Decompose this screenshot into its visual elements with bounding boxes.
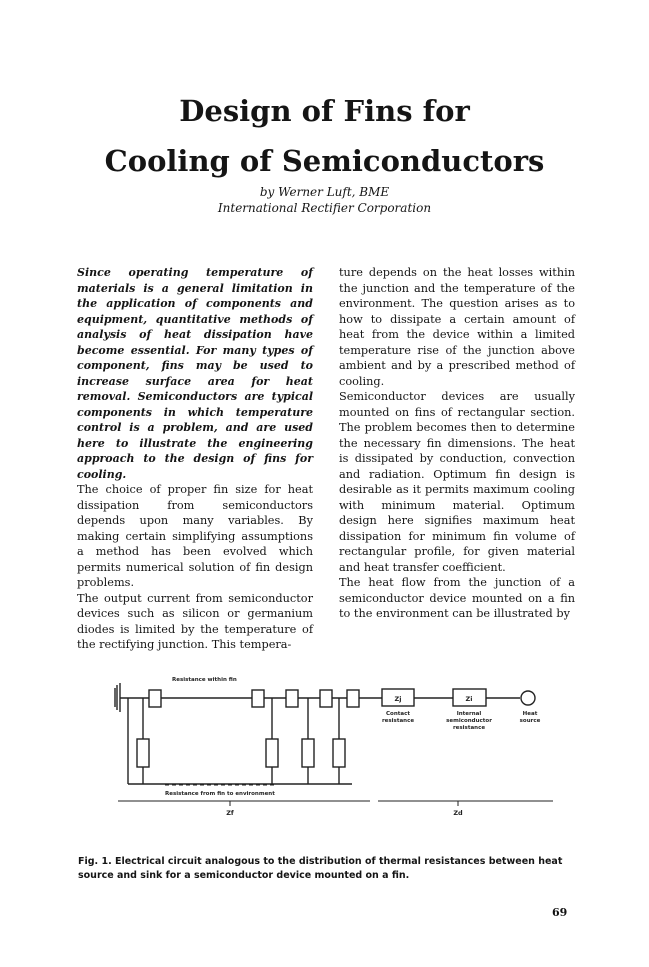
- label-zj: Zj: [394, 695, 402, 703]
- body-paragraph: The output current from semiconductor devices such as silicon or germanium diodes is limited by the temperature of the rectifying junction. This tempera-: [77, 591, 313, 651]
- label-zf: Zf: [226, 809, 234, 817]
- body-paragraph: Semiconductor devices are usually mounted on fins of rectangular section. The problem becomes then to determine the necessary fin dimensions. The heat is dissipated by conduction, convection and radiation. Optimum fin design is desirable as it permits maximum cooling with minimum material. Optimum design here signifies maximum heat dissipation for minimum fin volume of rectangular profile, for given material and heat transfer coefficient.: [339, 390, 575, 574]
- figure-caption: Fig. 1. Electrical circuit analogous to the distribution of thermal resistances between heat source and sink for a semiconductor device mounted on a fin.: [78, 856, 563, 881]
- label-resistance-fin-to-env: Resistance from fin to environment: [165, 791, 275, 797]
- shunt-resistor: [137, 739, 149, 767]
- title-line-1: Design of Fins for: [179, 94, 470, 128]
- label-heat-source: Heat: [522, 711, 538, 717]
- shunt-resistor: [333, 739, 345, 767]
- shunt-resistor: [302, 739, 314, 767]
- author-affiliation: International Rectifier Corporation: [217, 201, 432, 215]
- shunt-resistor: [266, 739, 278, 767]
- heat-source-icon: [521, 691, 535, 705]
- label-zd: Zd: [453, 809, 463, 817]
- label-heat-source: source: [519, 718, 541, 724]
- label-resistance-within-fin: Resistance within fin: [172, 677, 237, 683]
- fin-resistor: [320, 690, 332, 707]
- fin-resistor: [347, 690, 359, 707]
- body-paragraph: The heat flow from the junction of a semiconductor device mounted on a fin to the environment can be illustrated by: [339, 576, 575, 620]
- label-contact: Contact: [386, 711, 410, 717]
- label-internal: Internal: [456, 711, 482, 717]
- body-paragraph: ture depends on the heat losses within the junction and the temperature of the environment. The question arises as to how to dissipate a certain amount of heat from the device within a limited temperature rise of the junction above ambient and by a prescribed method of cooling.: [339, 266, 575, 388]
- label-internal: semiconductor: [446, 718, 492, 724]
- label-contact: resistance: [381, 718, 415, 724]
- abstract-paragraph: Since operating temperature of materials is a general limitation in the application of components and equipment, quantitative methods of analysis of heat dissipation have become essential. For many types of component, fins may be used to increase surface area for heat removal. Semiconductors are typical components in which temperature control is a problem, and are used here to illustrate the engineering approach to the design of fins for cooling.: [77, 266, 313, 481]
- label-zi: Zi: [465, 695, 473, 703]
- title-line-2: Cooling of Semiconductors: [104, 144, 545, 178]
- author-byline: by Werner Luft, BME: [259, 185, 390, 199]
- fin-resistor: [252, 690, 264, 707]
- label-internal: resistance: [452, 725, 486, 731]
- body-paragraph: The choice of proper fin size for heat dissipation from semiconductors depends upon many variables. By making certain simplifying assumptions a method has been evolved which permits numerical solution of fin design problems.: [77, 483, 313, 589]
- fin-resistor: [149, 690, 161, 707]
- fin-resistor: [286, 690, 298, 707]
- page-number: 69: [552, 906, 568, 919]
